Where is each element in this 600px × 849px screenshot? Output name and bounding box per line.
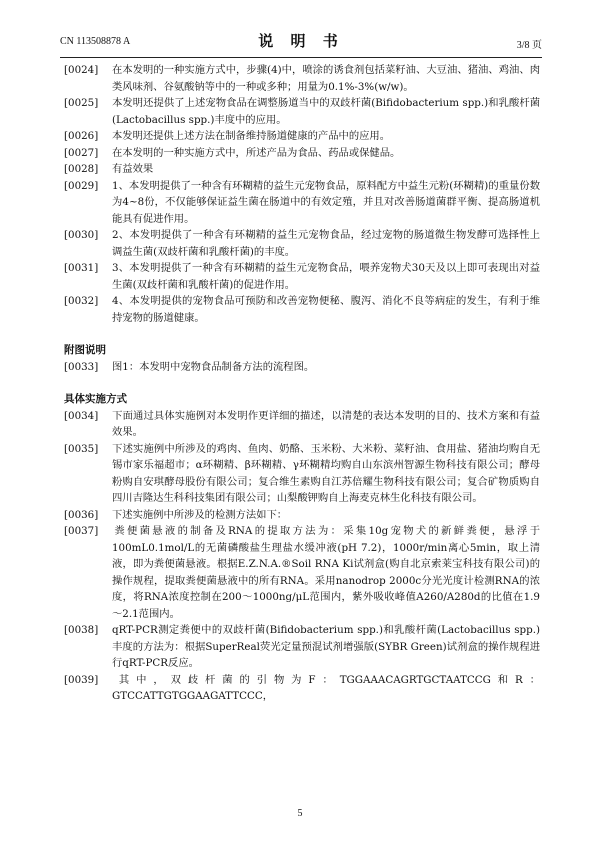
- paragraph-text: 1、本发明提供了一种含有环糊精的益生元宠物食品，原料配方中益生元粉(环糊精)的重量份数为4~8份，不仅能够保证益生菌在肠道中的有效定殖，并且对改善肠道菌群平衡、提高肠道机能具有促进作用。: [112, 179, 540, 225]
- paragraph-number: [0036]: [64, 508, 99, 521]
- paragraph: [64, 359, 540, 376]
- paragraph: [64, 62, 540, 95]
- paragraph-text: 4、本发明提供的宠物食品可预防和改善宠物便秘、腹泻、消化不良等病症的发生，有利于维持宠物的肠道健康。: [112, 295, 540, 324]
- paragraph: [64, 672, 540, 705]
- paragraph-number: [0032]: [64, 295, 99, 307]
- paragraph-number: [0037]: [64, 525, 99, 537]
- paragraph: [64, 178, 540, 228]
- paragraph-text: 2、本发明提供了一种含有环糊精的益生元宠物食品，经过宠物的肠道微生物发酵可选择性上调益生菌(双歧杆菌和乳酸杆菌)的丰度。: [112, 229, 540, 258]
- paragraph-list: [64, 62, 540, 326]
- paragraph-text: 本发明还提供了上述宠物食品在调整肠道当中的双歧杆菌(Bifidobacterium spp.)和乳酸杆菌(Lactobacillus spp.)丰度中的应用。: [112, 97, 540, 126]
- document-title: 说 明 书: [258, 32, 344, 50]
- paragraph-number: [0029]: [64, 179, 99, 192]
- paragraph: [64, 161, 540, 178]
- paragraph: [64, 95, 540, 128]
- paragraph: [64, 293, 540, 326]
- section-heading-figures: 附图说明: [64, 344, 106, 356]
- document-body: [64, 62, 540, 705]
- header-rule: [60, 57, 542, 58]
- page-number: 5: [297, 808, 303, 819]
- paragraph: [64, 227, 540, 260]
- paragraph-number: [0039]: [64, 673, 99, 686]
- paragraph-text: 图1：本发明中宠物食品制备方法的流程图。: [112, 360, 315, 373]
- paragraph-text: 3、本发明提供了一种含有环糊精的益生元宠物食品，喂养宠物犬30天及以上即可表现出对益生菌(双歧杆菌和乳酸杆菌)的促进作用。: [112, 262, 540, 291]
- patent-number: CN 113508878 A: [60, 36, 131, 47]
- paragraph-number: [0027]: [64, 146, 99, 159]
- paragraph-text: 在本发明的一种实施方式中，步骤(4)中，喷涂的诱食剂包括菜籽油、大豆油、猪油、鸡油、肉类风味剂、谷氨酸钠等中的一种或多种；用量为0.1%-3%(w/w)。: [112, 64, 540, 93]
- paragraph-text: 在本发明的一种实施方式中，所述产品为食品、药品或保健品。: [112, 146, 401, 159]
- paragraph-list: [64, 408, 540, 705]
- paragraph-number: [0024]: [64, 64, 99, 76]
- paragraph-number: [0034]: [64, 409, 99, 422]
- paragraph-text: 本发明还提供上述方法在制备维持肠道健康的产品中的应用。: [112, 130, 391, 142]
- paragraph: [64, 507, 540, 524]
- paragraph: [64, 260, 540, 293]
- paragraph-text: qRT-PCR测定粪便中的双歧杆菌(Bifidobacterium spp.)和乳酸杆菌(Lactobacillus spp.)丰度的方法为：根据SuperReal荧光定量预混试剂增强版(SYBR Green)试剂盒的操作规程进行qRT-PCR反应。: [112, 624, 540, 669]
- paragraph-number: [0026]: [64, 130, 99, 142]
- paragraph-number: [0025]: [64, 97, 99, 109]
- paragraph: [64, 145, 540, 162]
- section-heading-embodiments: 具体实施方式: [64, 393, 127, 405]
- paragraph-text: 下述实施例中所涉及的鸡肉、鱼肉、奶酪、玉米粉、大米粉、菜籽油、食用盐、猪油均购自无锡市家乐福超市；α环糊精、β环糊精、γ环糊精均购自山东滨州智源生物科技有限公司；酵母粉购自安琪酵母股份有限公司；复合维生素购自江苏倍耀生物科技有限公司；复合矿物质购自四川吉隆达生科科技集团有限公司；山梨酸钾购自上海麦克林生化科技有限公司。: [112, 442, 540, 504]
- paragraph: [64, 523, 540, 622]
- paragraph-number: [0030]: [64, 229, 99, 241]
- paragraph-number: [0031]: [64, 262, 99, 274]
- page-header: [60, 30, 542, 54]
- paragraph: [64, 408, 540, 441]
- paragraph-list: [64, 359, 540, 376]
- paragraph-number: [0035]: [64, 442, 99, 455]
- paragraph: [64, 622, 540, 672]
- paragraph-text: 粪便菌悬液的制备及RNA的提取方法为：采集10g宠物犬的新鲜粪便，悬浮于100mL0.1mol/L的无菌磷酸盐生理盐水缓冲液(pH 7.2)，1000r/min离心5min，取上清液，即为粪便菌悬液。根据E.Z.N.A.®Soil RNA Ki试剂盒(购自北京索莱宝科技有限公司)的操作规程，提取粪便菌悬液中的所有RNA。采用nanodrop 2000c分光光度计检测RNA的浓度，将RNA浓度控制在200～1000ng/μL范围内，紫外吸收峰值A260/A280d的比值在1.9～2.1范围内。: [112, 525, 540, 620]
- paragraph-text: 其中，双歧杆菌的引物为F：TGGAAACAGRTGCTAATCCG和R：GTCCATTGTGGAAGATTCCC，: [112, 673, 540, 702]
- paragraph: [64, 128, 540, 145]
- paragraph-text: 下述实施例中所涉及的检测方法如下：: [112, 508, 288, 521]
- paragraph: [64, 441, 540, 507]
- paragraph-text: 下面通过具体实施例对本发明作更详细的描述，以清楚的表达本发明的目的、技术方案和有益效果。: [112, 409, 540, 438]
- paragraph-number: [0038]: [64, 624, 99, 636]
- page-indicator: 3/8 页: [516, 40, 542, 51]
- paragraph-number: [0033]: [64, 360, 99, 373]
- paragraph-number: [0028]: [64, 163, 99, 175]
- paragraph-text: 有益效果: [112, 163, 154, 175]
